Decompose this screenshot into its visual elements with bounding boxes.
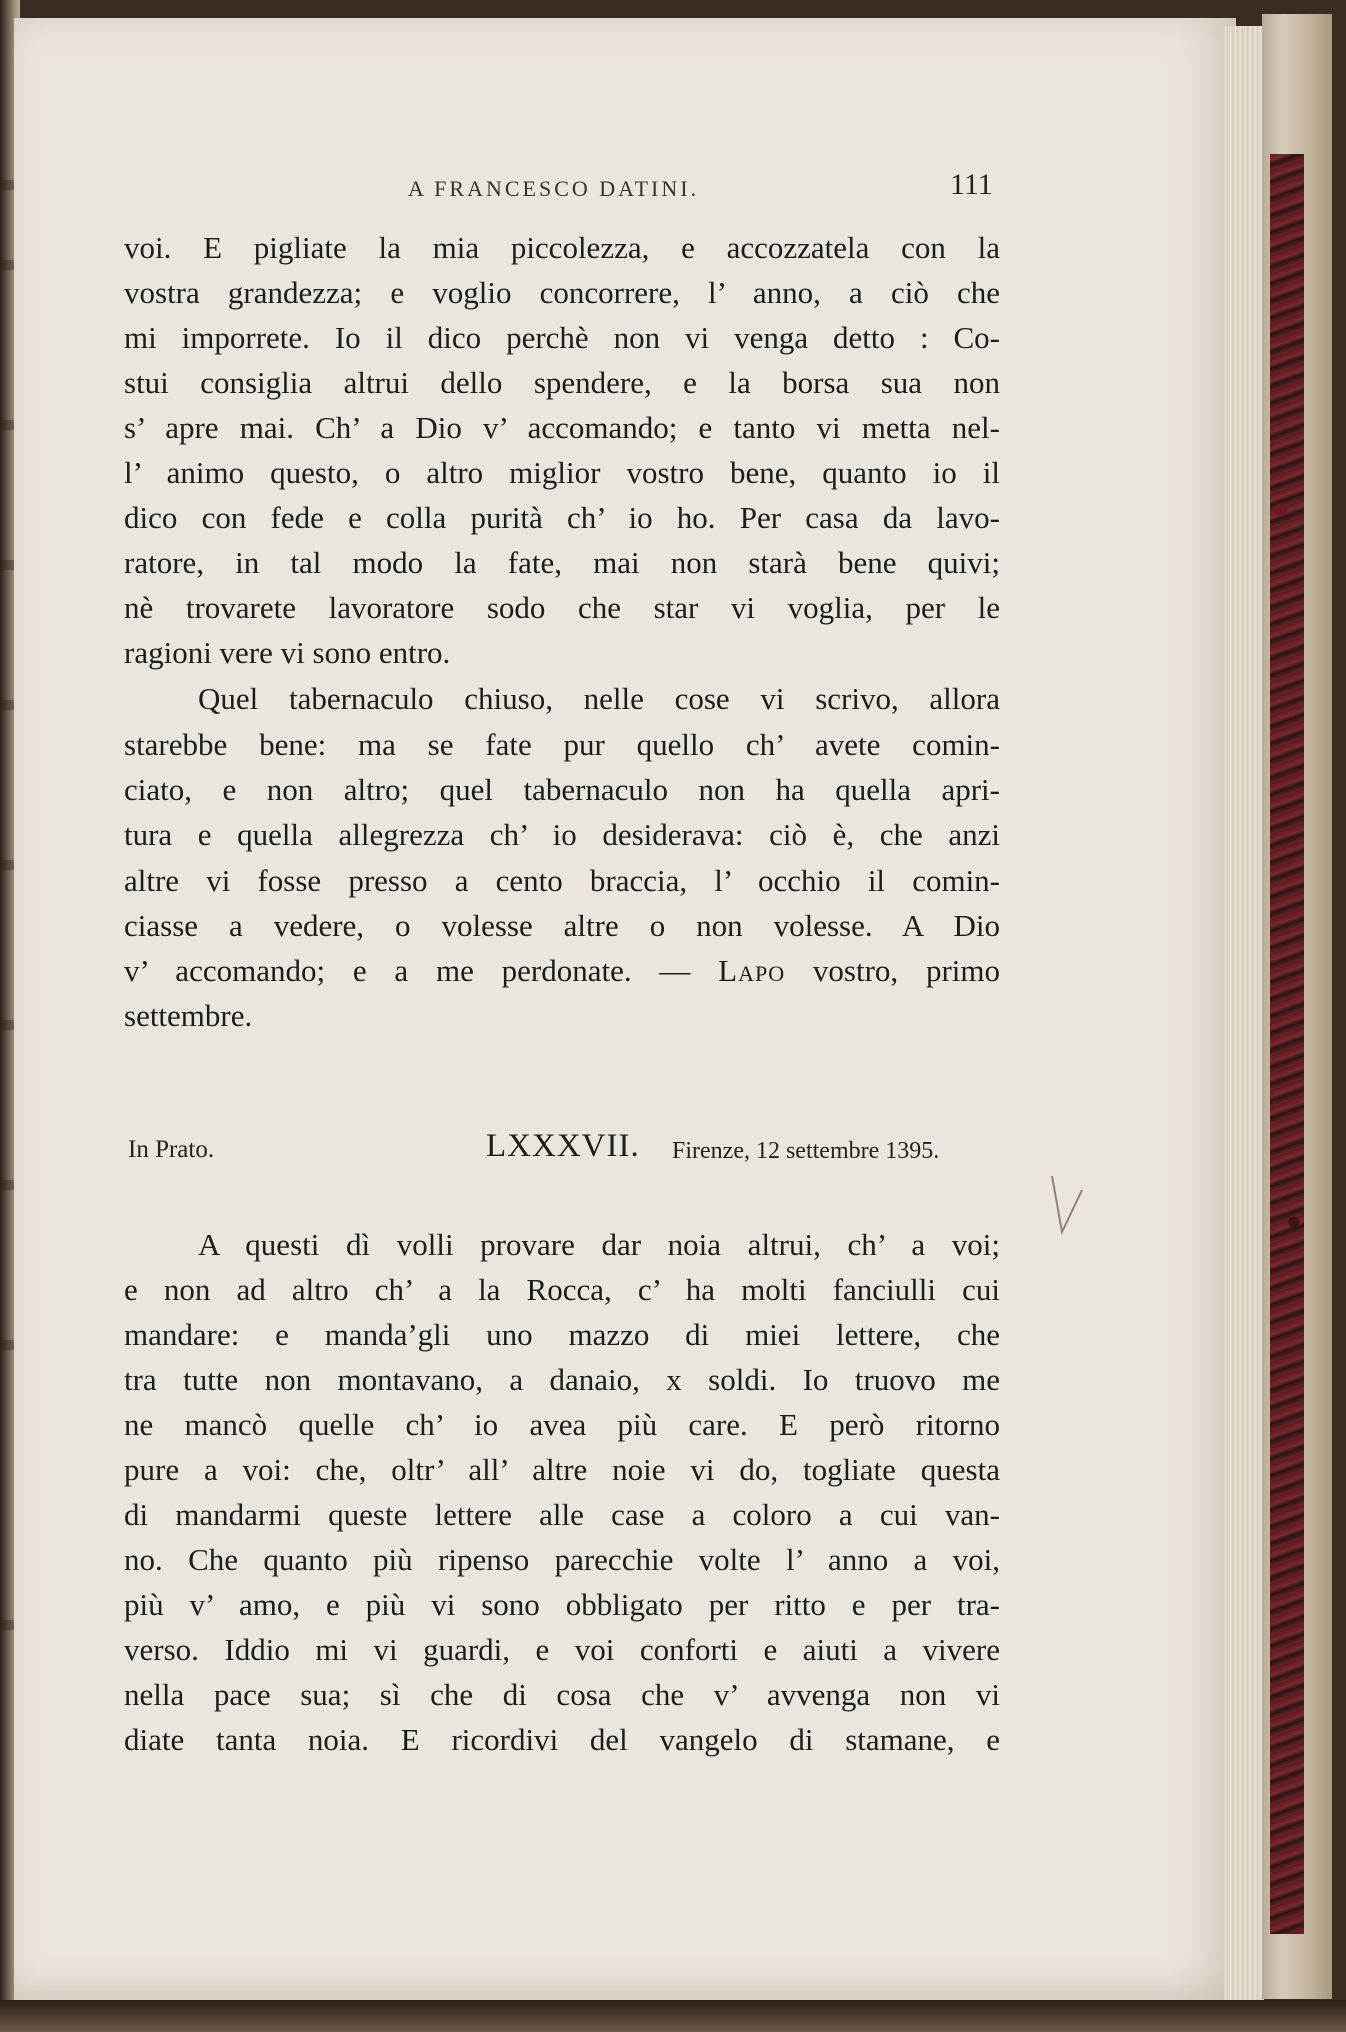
page-number: 111 xyxy=(950,168,993,201)
text-line: tura e quella allegrezza ch’ io desiderava: ciò è, che anzi xyxy=(124,817,1000,852)
text-line: più v’ amo, e più vi sono obbligato per ritto e per tra- xyxy=(124,1587,1000,1622)
letter-number: LXXXVII. xyxy=(486,1128,640,1164)
letter-date: Firenze, 12 settembre 1395. xyxy=(672,1138,940,1164)
text-line: di mandarmi queste lettere alle case a coloro a cui van- xyxy=(124,1497,1000,1532)
text-line: settembre. xyxy=(124,998,253,1033)
text-line: Quel tabernaculo chiuso, nelle cose vi scrivo, allora xyxy=(198,681,1000,716)
text-line: mi imporrete. Io il dico perchè non vi venga detto : Co- xyxy=(124,320,1000,355)
text-line xyxy=(124,948,1000,993)
letter-header xyxy=(124,1128,1000,1172)
text-line: ratore, in tal modo la fate, mai non starà bene quivi; xyxy=(124,545,1000,580)
text-line: e non ad altro ch’ a la Rocca, c’ ha molti fanciulli cui xyxy=(124,1272,1000,1307)
text-line: diate tanta noia. E ricordivi del vangelo di stamane, e xyxy=(124,1722,1000,1757)
closing-text-end: vostro, primo xyxy=(785,953,1001,988)
text-line: mandare: e manda’gli uno mazzo di miei lettere, che xyxy=(124,1317,1000,1352)
text-line: ne mancò quelle ch’ io avea più care. E però ritorno xyxy=(124,1407,1000,1442)
text-line: ciato, e non altro; quel tabernaculo non ha quella apri- xyxy=(124,772,1000,807)
text-line: dico con fede e colla purità ch’ io ho. Per casa da lavo- xyxy=(124,500,1000,535)
page-header xyxy=(0,168,1346,208)
book-spine xyxy=(1262,14,1332,1999)
pencil-mark xyxy=(1048,1170,1088,1250)
text-line: l’ animo questo, o altro miglior vostro bene, quanto io il xyxy=(124,455,1000,490)
text-line: ragioni vere vi sono entro. xyxy=(124,635,451,670)
text-line: starebbe bene: ma se fate pur quello ch’ avete comin- xyxy=(124,727,1000,762)
text-line: tra tutte non montavano, a danaio, x soldi. Io truovo me xyxy=(124,1362,1000,1397)
text-line: altre vi fosse presso a cento braccia, l’ occhio il comin- xyxy=(124,863,1000,898)
text-line: voi. E pigliate la mia piccolezza, e accozzatela con la xyxy=(124,230,1000,265)
text-line: no. Che quanto più ripenso parecchie volte l’ anno a voi, xyxy=(124,1542,1000,1577)
text-line: s’ apre mai. Ch’ a Dio v’ accomando; e tanto vi metta nel- xyxy=(124,410,1000,445)
text-line: A questi dì volli provare dar noia altrui, ch’ a voi; xyxy=(198,1227,1000,1262)
text-line: nè trovarete lavoratore sodo che star vi voglia, per le xyxy=(124,590,1000,625)
letter-place: In Prato. xyxy=(128,1136,215,1163)
running-head: A FRANCESCO DATINI. xyxy=(408,176,700,201)
text-line: stui consiglia altrui dello spendere, e la borsa sua non xyxy=(124,365,1000,400)
text-line: nella pace sua; sì che di cosa che v’ avvenga non vi xyxy=(124,1677,1000,1712)
text-line: verso. Iddio mi vi guardi, e voi conforti e aiuti a vivere xyxy=(124,1632,1000,1667)
closing-text: v’ accomando; e a me perdonate. — xyxy=(124,953,719,988)
text-line: pure a voi: che, oltr’ all’ altre noie vi do, togliate questa xyxy=(124,1452,1000,1487)
text-line: vostra grandezza; e voglio concorrere, l’ anno, a ciò che xyxy=(124,275,1000,310)
signature: Lapo xyxy=(718,953,786,988)
text-line: ciasse a vedere, o volesse altre o non volesse. A Dio xyxy=(124,908,1000,943)
page-edges xyxy=(1224,26,1264,2001)
marbled-edge xyxy=(1270,154,1304,1934)
bottom-shadow xyxy=(0,2000,1346,2032)
